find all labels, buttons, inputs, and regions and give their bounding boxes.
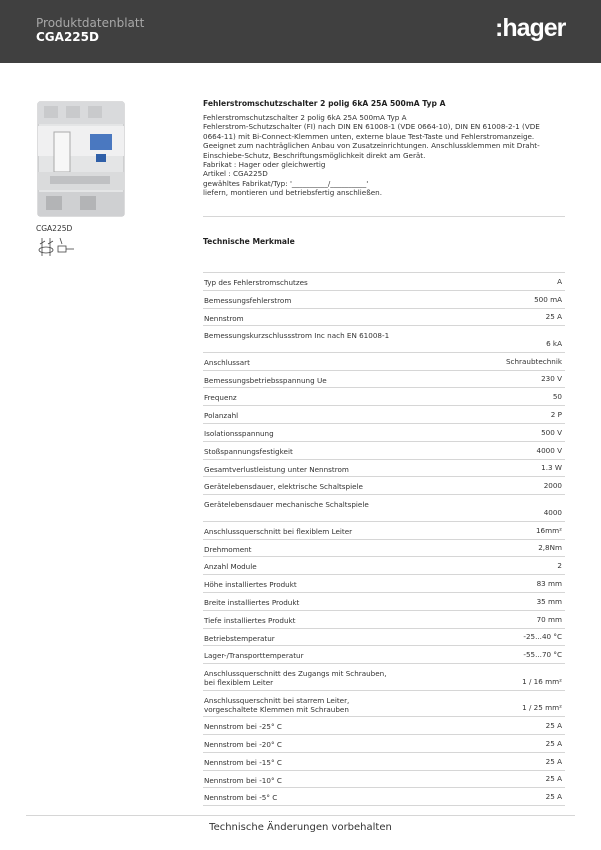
spec-row (203, 371, 565, 389)
spec-label: Gerätelebensdauer, elektrische Schaltspiele (204, 482, 363, 492)
spec-value: -55...70 °C (523, 650, 562, 660)
spec-row (203, 753, 565, 771)
spec-row (203, 664, 565, 691)
footer-note: Technische Änderungen vorbehalten (209, 822, 392, 833)
specs-section-title: Technische Merkmale (203, 237, 295, 246)
description-line: Fabrikat : Hager oder gleichwertig (203, 160, 326, 170)
spec-label: Tiefe installiertes Produkt (204, 615, 296, 625)
spec-value: 500 mA (534, 294, 562, 304)
spec-value: 25 A (545, 738, 562, 748)
spec-row (203, 353, 565, 371)
spec-label: Gesamtverlustleistung unter Nennstrom (204, 464, 349, 474)
spec-value: 1 / 25 mm² (522, 703, 562, 713)
hager-logo: :hager (495, 14, 566, 42)
image-caption: CGA225D (36, 224, 73, 233)
specs-table (203, 272, 565, 806)
document-type: Produktdatenblatt (36, 16, 145, 30)
spec-value: 1 / 16 mm² (522, 676, 562, 686)
spec-value: 6 kA (546, 338, 562, 348)
spec-label: Anzahl Module (204, 562, 257, 572)
page-header (0, 0, 601, 63)
spec-row (203, 442, 565, 460)
spec-value: 25 A (545, 792, 562, 802)
description-line: Einschiebe-Schutz, Beschriftungsmöglichkeit direkt am Gerät. (203, 150, 426, 160)
spec-label: Höhe installiertes Produkt (204, 580, 297, 590)
spec-value: 83 mm (536, 578, 562, 588)
spec-row (203, 406, 565, 424)
spec-value: 500 V (541, 427, 562, 437)
spec-row (203, 522, 565, 540)
spec-row (203, 646, 565, 664)
product-title: Fehlerstromschutzschalter 2 polig 6kA 25A 500mA Typ A (203, 99, 446, 108)
spec-value: 230 V (541, 374, 562, 384)
spec-row (203, 388, 565, 406)
spec-label: Nennstrom bei -25° C (204, 722, 282, 732)
spec-row (203, 691, 565, 718)
spec-row (203, 593, 565, 611)
spec-row (203, 557, 565, 575)
spec-value: 25 A (545, 312, 562, 322)
spec-label: Bemessungsbetriebsspannung Ue (204, 375, 327, 385)
spec-row (203, 291, 565, 309)
spec-value: 2000 (543, 481, 562, 491)
spec-row (203, 495, 565, 522)
spec-value: Schraubtechnik (505, 356, 562, 366)
footer-divider (26, 815, 575, 816)
spec-value: 25 A (545, 774, 562, 784)
spec-label: Polanzahl (204, 411, 239, 421)
spec-label: Breite installiertes Produkt (204, 597, 300, 607)
spec-row (203, 326, 565, 353)
spec-row (203, 540, 565, 558)
spec-label: Anschlussart (204, 357, 250, 367)
spec-label: Gerätelebensdauer mechanische Schaltspiele (204, 500, 369, 510)
spec-row (203, 460, 565, 478)
product-description (203, 99, 565, 198)
spec-row (203, 788, 565, 806)
spec-value: 35 mm (536, 596, 562, 606)
description-line: liefern, montieren und betriebsfertig anschließen. (203, 188, 382, 198)
description-line: 0664-11) mit Bi-Connect-Klemmen unten, externe blaue Test-Taste und Fehlerstromanzeige. (203, 131, 535, 141)
product-code: CGA225D (36, 30, 99, 44)
spec-value: 70 mm (536, 614, 562, 624)
spec-value: 2 P (550, 410, 562, 420)
spec-label: Stoßspannungsfestigkeit (204, 446, 293, 456)
spec-row (203, 717, 565, 735)
spec-label: Frequenz (204, 393, 237, 403)
spec-value: 16mm² (535, 525, 562, 535)
description-line: Artikel : CGA225D (203, 169, 268, 179)
description-line: Fehlerstromschutzschalter 2 polig 6kA 25A 500mA Typ A (203, 113, 407, 122)
spec-label: Nennstrom bei -5° C (204, 793, 278, 803)
circuit-symbol-icon (36, 236, 76, 258)
spec-label: Anschlussquerschnitt bei starrem Leiter, vorgeschaltete Klemmen mit Schrauben (204, 695, 350, 714)
spec-value: A (557, 276, 562, 286)
section-divider (203, 216, 565, 217)
spec-row (203, 611, 565, 629)
spec-row (203, 273, 565, 291)
spec-row (203, 477, 565, 495)
spec-value: -25...40 °C (523, 632, 562, 642)
product-image (36, 98, 128, 220)
spec-value: 25 A (545, 720, 562, 730)
spec-row (203, 735, 565, 753)
spec-label: Bemessungsfehlerstrom (204, 295, 292, 305)
description-line: Fehlerstrom-Schutzschalter (FI) nach DIN EN 61008-1 (VDE 0664-10), DIN EN 61008-2-1 (VDE (203, 122, 540, 132)
spec-label: Anschlussquerschnitt bei flexiblem Leiter (204, 526, 353, 536)
spec-value: 4000 V (536, 445, 562, 455)
spec-label: Bemessungskurzschlussstrom Inc nach EN 61008-1 (204, 331, 390, 341)
spec-label: Anschlussquerschnitt des Zugangs mit Schrauben, bei flexiblem Leiter (204, 669, 387, 688)
spec-value: 1.3 W (541, 463, 562, 473)
spec-label: Typ des Fehlerstromschutzes (204, 278, 308, 287)
spec-value: 2 (557, 561, 562, 571)
spec-value: 2,8Nm (538, 543, 562, 553)
spec-row (203, 771, 565, 789)
spec-value: 50 (552, 392, 562, 402)
spec-row (203, 309, 565, 327)
spec-label: Nennstrom bei -10° C (204, 775, 282, 785)
spec-label: Nennstrom (204, 313, 244, 323)
spec-row (203, 575, 565, 593)
description-line: gewähltes Fabrikat/Typ: '__________/__________' (203, 178, 369, 188)
spec-row (203, 629, 565, 647)
spec-label: Isolationsspannung (204, 429, 274, 439)
spec-label: Drehmoment (204, 544, 252, 554)
spec-value: 4000 (543, 507, 562, 517)
description-text (203, 113, 565, 198)
description-line: Geeignet zum nachträglichen Anbau von Zusatzeinrichtungen. Anschlussklemmen mit Draht- (203, 141, 540, 151)
spec-label: Betriebstemperatur (204, 633, 275, 643)
spec-label: Nennstrom bei -20° C (204, 739, 282, 749)
spec-label: Lager-/Transporttemperatur (204, 651, 304, 661)
spec-label: Nennstrom bei -15° C (204, 757, 282, 767)
spec-value: 25 A (545, 756, 562, 766)
spec-row (203, 424, 565, 442)
